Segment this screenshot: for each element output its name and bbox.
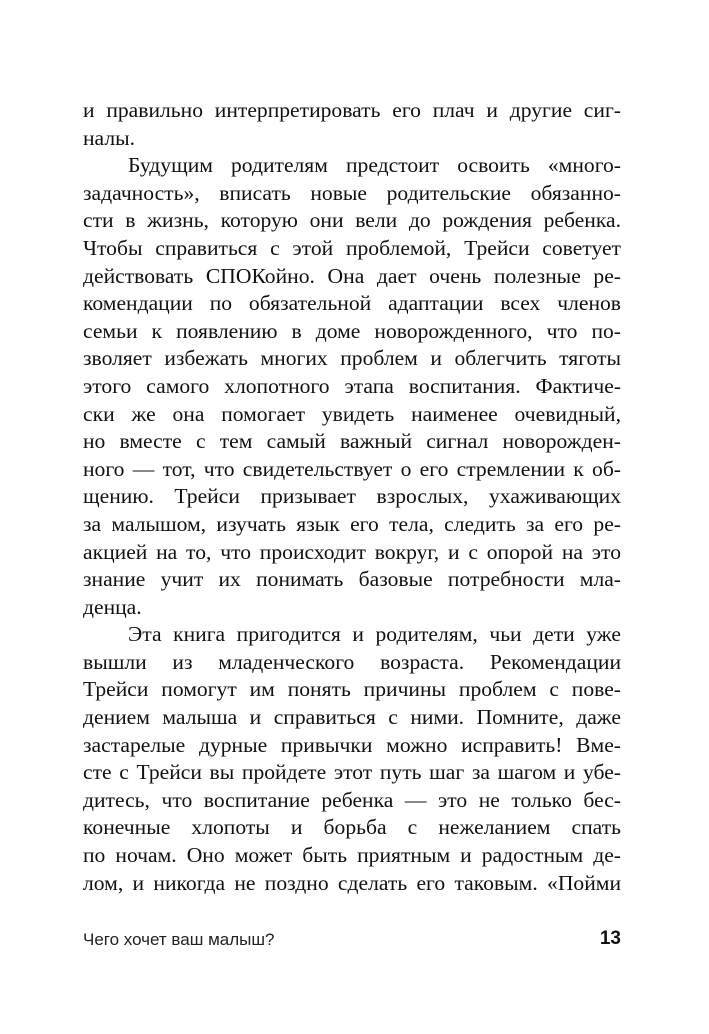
text-line: конечные хлопоты и борьба с нежеланием спать [83, 815, 621, 840]
text-line: ски же она помогает увидеть наименее очевидный, [83, 401, 621, 426]
running-title: Чего хочет ваш малыш? [83, 930, 275, 949]
text-line-paragraph-start: Эта книга пригодится и родителям, чьи дети уже [128, 622, 621, 647]
text-line: за малышом, изучать язык его тела, следить за его ре- [83, 511, 621, 536]
text-line: сте с Трейси вы пройдете этот путь шаг за шагом и убе- [83, 760, 621, 785]
text-line: Трейси помогут им понять причины проблем с пове- [83, 677, 621, 702]
text-line: Чтобы справиться с этой проблемой, Трейси советует [83, 235, 621, 260]
text-line: но вместе с тем самый важный сигнал новорожден- [83, 429, 621, 454]
text-line: акцией на то, что происходит вокруг, и с опорой на это [83, 539, 621, 564]
text-line: и правильно интерпретировать его плач и другие сиг- [83, 98, 621, 122]
text-line: дением малыша и справиться с ними. Помните, даже [83, 705, 621, 730]
text-line: денца. [83, 594, 142, 619]
text-line: вышли из младенческого возраста. Рекомендации [83, 649, 621, 674]
text-line: дитесь, что воспитание ребенка — это не только бес- [83, 787, 621, 812]
text-line: задачность», вписать новые родительские обязанно- [83, 180, 621, 205]
text-line: по ночам. Оно может быть приятным и радостным де- [83, 843, 621, 868]
text-line: знание учит их понимать базовые потребности мла- [83, 567, 621, 592]
page-number: 13 [599, 928, 621, 949]
text-line-paragraph-start: Будущим родителям предстоит освоить «много- [128, 153, 621, 178]
text-line: застарелые дурные привычки можно исправить! Вме- [83, 732, 621, 757]
text-line: зволяет избежать многих проблем и облегчить тяготы [83, 346, 621, 371]
text-line: щению. Трейси призывает взрослых, ухаживающих [83, 484, 621, 509]
text-line: сти в жизнь, которую они вели до рождения ребенка. [83, 208, 621, 233]
text-line: этого самого хлопотного этапа воспитания. Фактиче- [83, 373, 621, 398]
body-text [83, 97, 621, 897]
page-footer [83, 928, 621, 954]
text-line: семьи к появлению в доме новорожденного, что по- [83, 318, 621, 343]
text-line: ного — тот, что свидетельствует о его стремлении к об- [83, 456, 621, 481]
text-line: действовать СПОКойно. Она дает очень полезные ре- [83, 263, 621, 288]
text-line: лом, и никогда не поздно сделать его таковым. «Пойми [83, 870, 621, 895]
text-line: налы. [83, 125, 136, 150]
text-line: комендации по обязательной адаптации всех членов [83, 291, 621, 316]
